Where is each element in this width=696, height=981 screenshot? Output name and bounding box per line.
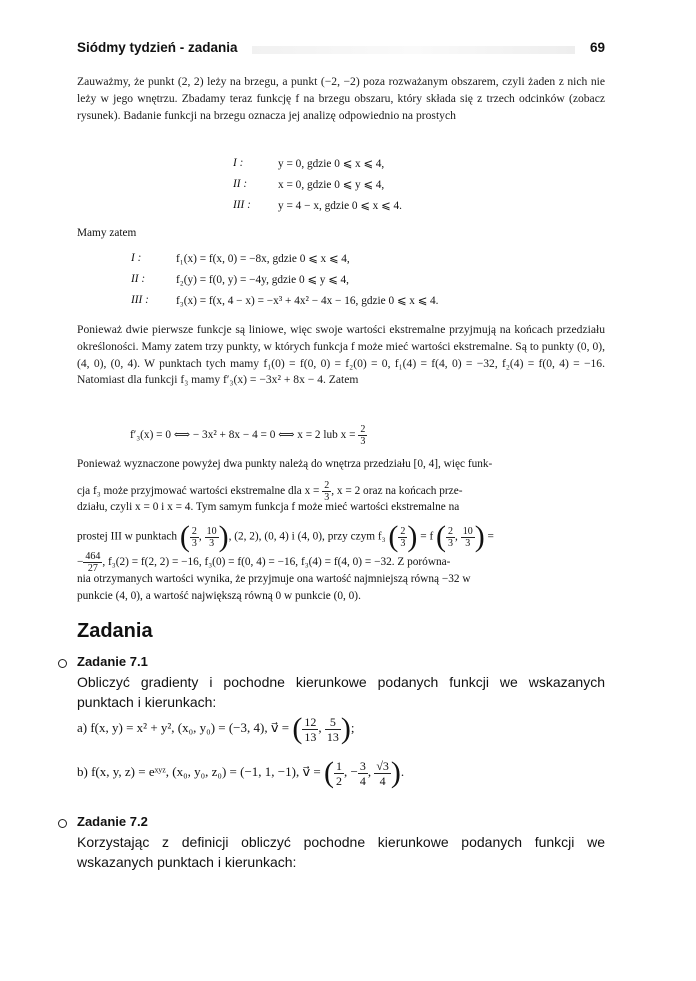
func-label-3: III : [131, 294, 149, 306]
exercise-7-1-title: Zadanie 7.1 [77, 654, 148, 669]
exercise-7-1-text: Obliczyć gradienty i pochodne kierunkowe podanych funkcji we wskazanych punktach i kierunkach: [77, 674, 605, 710]
para3-line-7: punkcie (4, 0), a wartość największą równą 0 w punkcie (0, 0). [77, 590, 361, 602]
fraction-two-thirds: $\frac{2}{3}$ [360, 424, 366, 447]
para3-line-2: cja f₃ może przyjmować wartości ekstremalne dla x = $\frac{2}{3}$ , x = 2 oraz na końcach prze- [77, 480, 463, 503]
section-title: Zadania [77, 620, 153, 642]
circle-bullet-icon [58, 659, 67, 668]
para3-line-5: − $\frac{464}{27}$ , f₃(2) = f(2, 2) = −16, f₃(0) = f(0, 4) = −16, f₃(4) = f(4, 0) = −32. Z porówna- [77, 551, 451, 574]
line-eq-2: x = 0, gdzie 0 ⩽ y ⩽ 4, [278, 179, 385, 191]
line-eq-1: y = 0, gdzie 0 ⩽ x ⩽ 4, [278, 158, 385, 170]
para3-line-3: działu, czyli x = 0 i x = 4. Tym samym funkcja f może mieć wartości ekstremalne na [77, 501, 460, 513]
page-number: 69 [589, 40, 605, 55]
paragraph-2: Ponieważ dwie pierwsze funkcje są liniowe, więc swoje wartości ekstremalne przyjmują na końcach przedziału określoności. Mamy zatem trzy punkty, w których funkcja f może mieć wartości ekstremalne. Są to punkty (0, 0), (4, 0), (0, 4). W punktach tych mamy f₁(0) = f(0, 0) = f₂(0) = 0, f₁(4) = f(4, 0) = −32, f₂(4) = f(0, 4) = −16. Natomiast dla funkcji f₃ mamy f′₃(x) = −3x² + 8x − 4. Zatem [77, 323, 605, 387]
header-rule [252, 46, 575, 54]
exercise-7-1-b: b) f(x, y, z) = eˣʸᶻ, (x₀, y₀, z₀) = (−1, 1, −1), v⃗ = ( $\frac{1}{2}$ , − $\frac{3}{4}$ , $\frac{√3}{4}$ ). [77, 756, 405, 789]
func-label-2: II : [131, 273, 146, 285]
exercise-7-2-title: Zadanie 7.2 [77, 814, 148, 829]
line-label-3: III : [233, 199, 251, 211]
para3-line-1: Ponieważ wyznaczone powyżej dwa punkty należą do wnętrza przedziału [0, 4], więc funk- [77, 458, 493, 470]
func-eq-1: f₁(x) = f(x, 0) = −8x, gdzie 0 ⩽ x ⩽ 4, [176, 253, 350, 265]
para3-line-6: nia otrzymanych wartości wynika, że przyjmuje ona wartość najmniejszą równą −32 w [77, 573, 471, 585]
mamy-zatem: Mamy zatem [77, 227, 137, 239]
func-eq-3: f₃(x) = f(x, 4 − x) = −x³ + 4x² − 4x − 16, gdzie 0 ⩽ x ⩽ 4. [176, 295, 439, 307]
line-label-2: II : [233, 178, 248, 190]
line-eq-3: y = 4 − x, gdzie 0 ⩽ x ⩽ 4. [278, 200, 402, 212]
func-label-1: I : [131, 252, 142, 264]
para3-line-4: prostej III w punktach ( $\frac{2}{3}$ , $\frac{10}{3}$ ), (2, 2), (0, 4) i (4, 0), przy czym f₃ ( $\frac{2}{3}$ ) = f ( $\frac{2}{3}$ , $\frac{10}{3}$ ) = [77, 520, 494, 553]
exercise-7-2-text: Korzystając z definicji obliczyć pochodne kierunkowe podanych funkcji we wskazanych punktach i kierunkach: [77, 834, 605, 870]
exercise-7-1-a: a) f(x, y) = x² + y², (x₀, y₀) = (−3, 4), v⃗ = ( $\frac{12}{13}$ , $\frac{5}{13}$ ); [77, 712, 355, 745]
running-header [77, 40, 605, 62]
line-label-1: I : [233, 157, 244, 169]
header-title: Siódmy tydzień - zadania [77, 40, 238, 55]
func-eq-2: f₂(y) = f(0, y) = −4y, gdzie 0 ⩽ y ⩽ 4, [176, 274, 350, 286]
derivative-equation: f′₃(x) = 0 ⟺ − 3x² + 8x − 4 = 0 ⟺ x = 2 lub x = $\frac{2}{3}$ [130, 424, 366, 447]
paragraph-1: Zauważmy, że punkt (2, 2) leży na brzegu, a punkt (−2, −2) poza rozważanym obszarem, czyli żaden z nich nie leży w jego wnętrzu. Zbadamy teraz funkcję f na brzegu obszaru, który składa się z trzech odcinków (zobacz rysunek). Badanie funkcji na brzegu oznacza jej analizę odpowiednio na prostych [77, 75, 605, 122]
circle-bullet-icon [58, 819, 67, 828]
